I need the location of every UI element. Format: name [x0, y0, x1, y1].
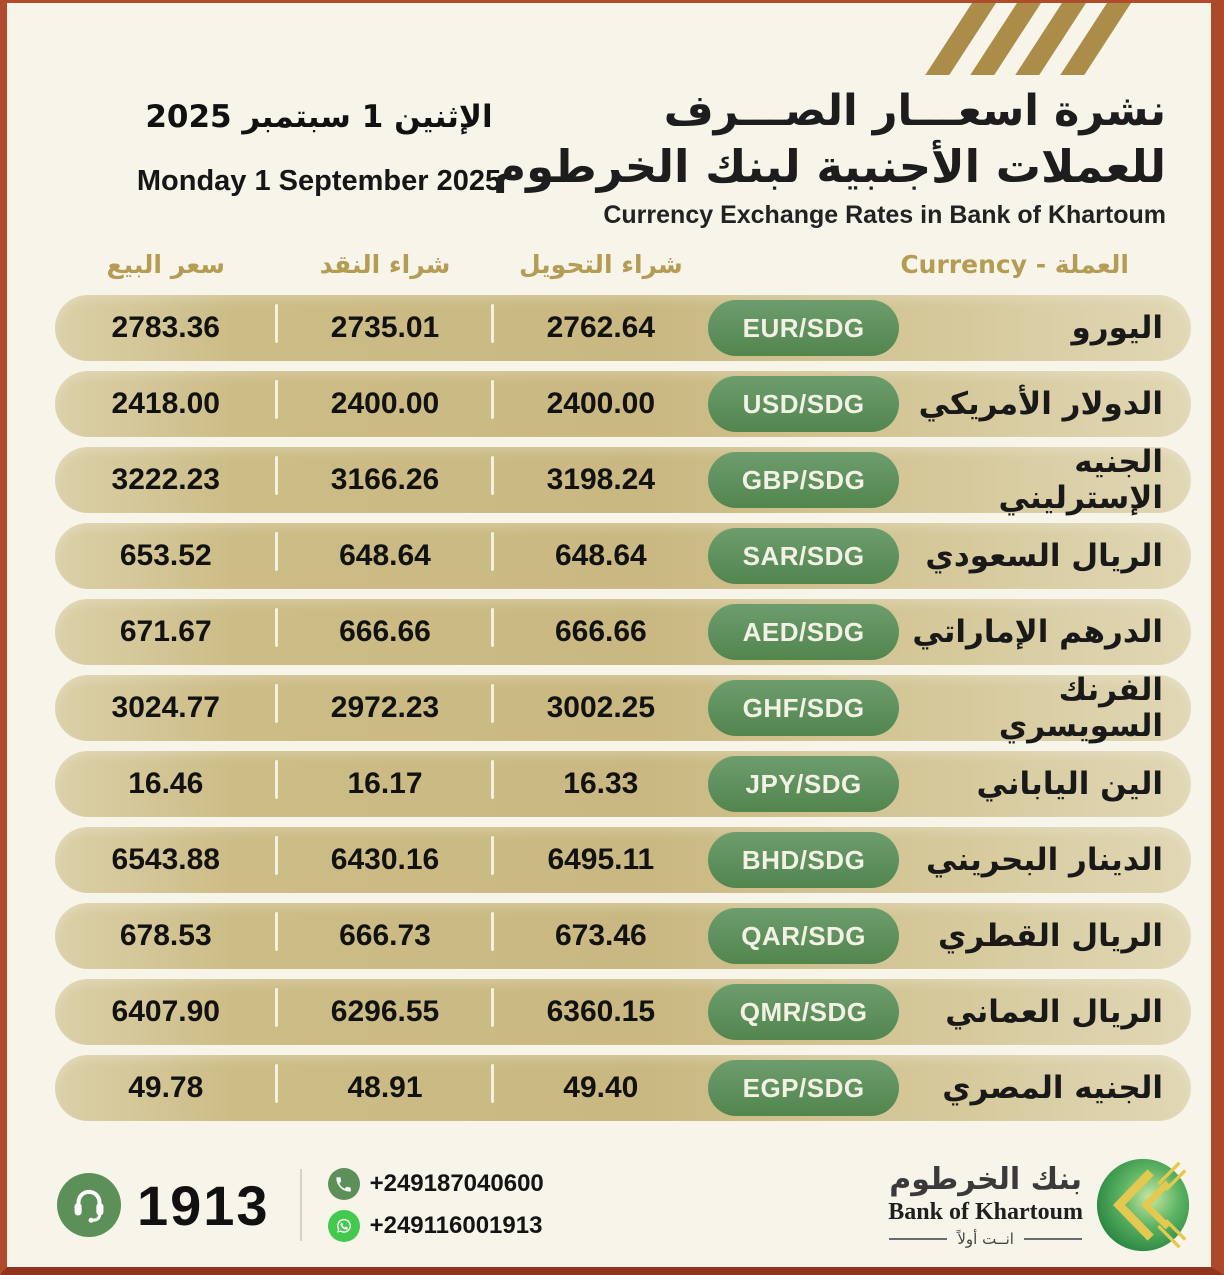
sell-price-value: 653.52 [55, 523, 277, 589]
currency-code-pill: BHD/SDG [708, 832, 899, 888]
cash-buy-value: 666.73 [277, 903, 494, 969]
transfer-buy-value: 2400.00 [546, 387, 656, 420]
currency-code-pill: QAR/SDG [708, 908, 899, 964]
bank-tagline [888, 1230, 1083, 1248]
sell-price-value: 671.67 [55, 599, 277, 665]
rates-table [55, 243, 1191, 1131]
transfer-buy-value: 16.33 [563, 767, 639, 800]
cash-buy-value: 666.66 [277, 599, 494, 665]
table-row [55, 295, 1191, 361]
date-english: Monday 1 September 2025 [136, 165, 502, 197]
whatsapp-number: +249116001913 [369, 1212, 543, 1239]
hotline-number: 1913 [137, 1173, 270, 1237]
transfer-buy-value: 3002.25 [546, 691, 656, 724]
currency-code-pill: QMR/SDG [708, 984, 899, 1040]
sell-price-value: 6407.90 [55, 979, 277, 1045]
cash-buy-value: 2735.01 [277, 295, 494, 361]
whatsapp-icon [328, 1210, 360, 1242]
currency-code-pill-wrap [708, 528, 899, 584]
bank-name-english: Bank of Khartoum [888, 1199, 1083, 1225]
table-row [55, 672, 1191, 744]
transfer-buy-value: 2762.64 [546, 311, 656, 344]
table-row [55, 903, 1191, 969]
column-header-sell-price: سعر البيع [106, 249, 225, 279]
transfer-buy-value: 666.66 [554, 615, 647, 648]
currency-name: الريال القطري [938, 918, 1163, 954]
bank-logo-text [888, 1162, 1083, 1248]
footer-divider [300, 1169, 302, 1241]
tagline-rule [889, 1238, 947, 1240]
transfer-buy-value: 3198.24 [546, 463, 656, 496]
tagline-text: انــت أولاً [957, 1230, 1014, 1248]
sell-price-value: 6543.88 [55, 827, 277, 893]
sell-price-value: 2418.00 [55, 371, 277, 437]
column-header-cash-buy: شراء النقد [319, 249, 451, 279]
table-row [55, 599, 1191, 665]
table-row [55, 371, 1191, 437]
currency-code-pill-wrap [708, 604, 899, 660]
sell-price-value: 2783.36 [55, 295, 277, 361]
title-arabic-line2: للعملات الأجنبية لبنك الخرطوم [493, 139, 1166, 193]
currency-name: الدرهم الإماراتي [912, 614, 1163, 650]
cash-buy-value: 2400.00 [277, 371, 494, 437]
currency-code-pill: EUR/SDG [708, 300, 899, 356]
currency-code-pill: USD/SDG [708, 376, 899, 432]
currency-name: الدينار البحريني [926, 842, 1163, 878]
sell-price-value: 49.78 [55, 1055, 277, 1121]
phone-icon [328, 1168, 360, 1200]
column-headers [55, 243, 1191, 285]
transfer-buy-value: 6360.15 [546, 995, 656, 1028]
currency-code-pill: GHF/SDG [708, 680, 899, 736]
currency-name: الفرنك السويسري [998, 672, 1163, 744]
currency-code-pill-wrap [708, 1060, 899, 1116]
currency-code-pill-wrap [708, 756, 899, 812]
transfer-buy-value: 673.46 [554, 919, 647, 952]
currency-name: الجنيه المصري [942, 1070, 1163, 1106]
table-rows [55, 295, 1191, 1121]
currency-code-pill: GBP/SDG [708, 452, 899, 508]
bank-name-arabic: بنك الخرطوم [889, 1162, 1083, 1197]
currency-code-pill: SAR/SDG [708, 528, 899, 584]
currency-code-pill-wrap [708, 376, 899, 432]
currency-name: الين الياباني [976, 766, 1163, 802]
currency-code-pill-wrap [708, 908, 899, 964]
table-row [55, 979, 1191, 1045]
table-row [55, 444, 1191, 516]
table-row [55, 751, 1191, 817]
currency-name: الريال السعودي [925, 538, 1163, 574]
gold-stripes-decoration [972, 3, 1131, 75]
date-arabic: الإثنين 1 سبتمبر 2025 [145, 99, 493, 135]
sell-price-value: 16.46 [55, 751, 277, 817]
currency-code-pill: EGP/SDG [708, 1060, 899, 1116]
title-arabic-line1: نشرة اسعـــار الصـــرف [663, 86, 1166, 136]
cash-buy-value: 6296.55 [277, 979, 494, 1045]
currency-code-pill: AED/SDG [708, 604, 899, 660]
page-title [493, 85, 1166, 230]
sell-price-value: 678.53 [55, 903, 277, 969]
currency-name: اليورو [1071, 310, 1163, 346]
cash-buy-value: 648.64 [277, 523, 494, 589]
bank-of-khartoum-globe-icon [1095, 1157, 1191, 1253]
cash-buy-value: 16.17 [277, 751, 494, 817]
currency-code-pill-wrap [708, 452, 899, 508]
tagline-rule [1024, 1238, 1082, 1240]
transfer-buy-value: 648.64 [554, 539, 647, 572]
column-header-transfer-buy: شراء التحويل [518, 249, 683, 279]
title-english: Currency Exchange Rates in Bank of Khartoum [603, 201, 1166, 229]
cash-buy-value: 6430.16 [277, 827, 494, 893]
cash-buy-value: 48.91 [277, 1055, 494, 1121]
currency-code-pill-wrap [708, 832, 899, 888]
currency-name: الجنيه الإسترليني [998, 444, 1163, 516]
headset-icon [57, 1173, 121, 1237]
phone-number: +249187040600 [369, 1170, 544, 1197]
table-row [55, 827, 1191, 893]
column-header-currency: العملة - Currency [900, 249, 1129, 279]
table-row [55, 523, 1191, 589]
whatsapp-line [328, 1210, 544, 1242]
footer [57, 1153, 1191, 1257]
transfer-buy-value: 49.40 [563, 1071, 639, 1104]
currency-code-pill-wrap [708, 984, 899, 1040]
phone-numbers [328, 1168, 544, 1242]
sell-price-value: 3222.23 [55, 447, 277, 513]
currency-code-pill-wrap [708, 300, 899, 356]
bank-logo [888, 1157, 1191, 1253]
hotline-block [57, 1173, 270, 1238]
currency-code-pill: JPY/SDG [708, 756, 899, 812]
phone-line [328, 1168, 544, 1200]
transfer-buy-value: 6495.11 [547, 843, 655, 876]
cash-buy-value: 2972.23 [277, 675, 494, 741]
table-row [55, 1055, 1191, 1121]
currency-name: الريال العماني [945, 994, 1163, 1030]
cash-buy-value: 3166.26 [277, 447, 494, 513]
sell-price-value: 3024.77 [55, 675, 277, 741]
currency-code-pill-wrap [708, 680, 899, 736]
currency-name: الدولار الأمريكي [918, 386, 1163, 422]
